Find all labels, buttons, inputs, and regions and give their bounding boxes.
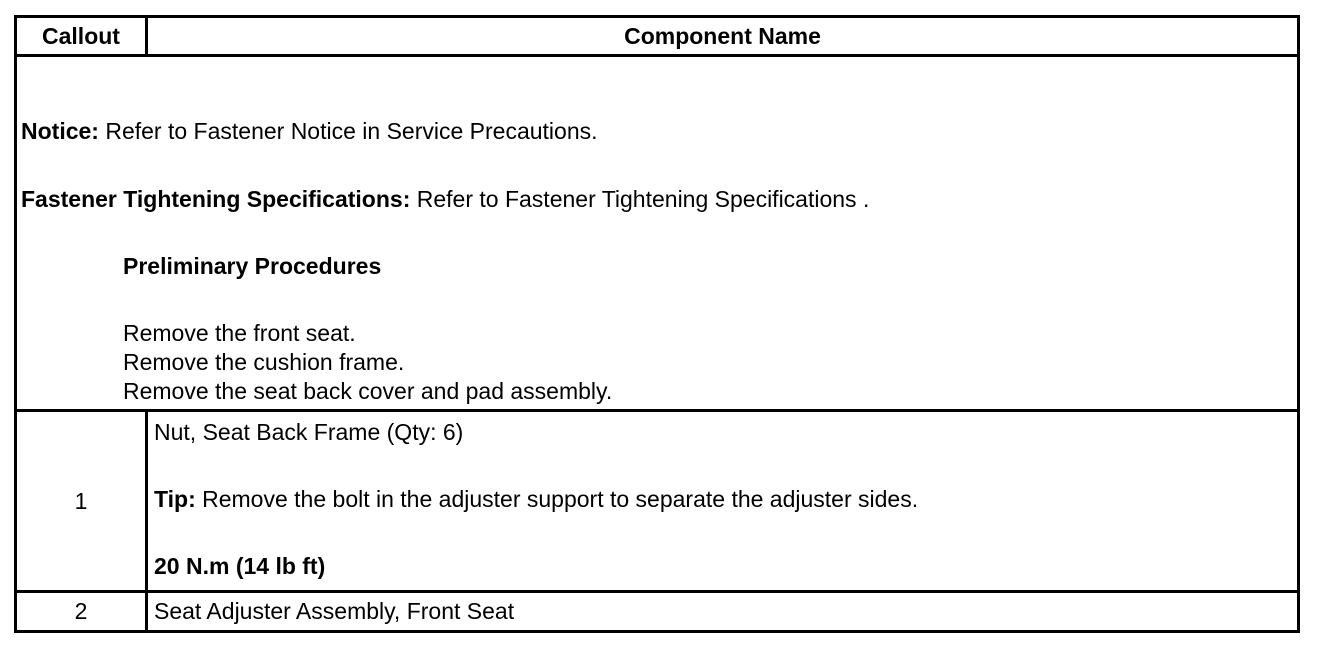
preliminary-procedures-list	[123, 319, 1297, 406]
notice-line	[21, 117, 1297, 146]
component-name: Seat Adjuster Assembly, Front Seat	[147, 592, 1299, 632]
notice-label: Notice:	[21, 118, 99, 144]
tip-label: Tip:	[154, 486, 196, 512]
prelim-step: Remove the cushion frame.	[123, 349, 405, 375]
component-name: Nut, Seat Back Frame (Qty: 6)	[154, 419, 464, 445]
prelim-step: Remove the seat back cover and pad assembly.	[123, 378, 613, 404]
spec-label: Fastener Tightening Specifications:	[21, 186, 411, 212]
torque-spec: 20 N.m (14 lb ft)	[154, 553, 326, 579]
spec-line	[21, 185, 1297, 214]
intro-cell	[16, 56, 1299, 411]
callout-number: 1	[16, 411, 147, 592]
notice-text: Refer to Fastener Notice in Service Precautions.	[98, 118, 598, 144]
component-name-column-header: Component Name	[147, 17, 1299, 56]
prelim-step: Remove the front seat.	[123, 320, 356, 346]
callout-number: 2	[16, 592, 147, 632]
preliminary-procedures-title: Preliminary Procedures	[123, 253, 382, 279]
tip-line	[154, 485, 1297, 514]
spec-text: Refer to Fastener Tightening Specifications .	[410, 186, 870, 212]
component-cell	[147, 411, 1299, 592]
intro-row	[16, 56, 1299, 411]
callout-column-header: Callout	[16, 17, 147, 56]
tip-text: Remove the bolt in the adjuster support to separate the adjuster sides.	[195, 486, 919, 512]
component-table	[14, 15, 1300, 633]
table-row	[16, 592, 1299, 632]
table-row	[16, 411, 1299, 592]
header-row	[16, 17, 1299, 56]
